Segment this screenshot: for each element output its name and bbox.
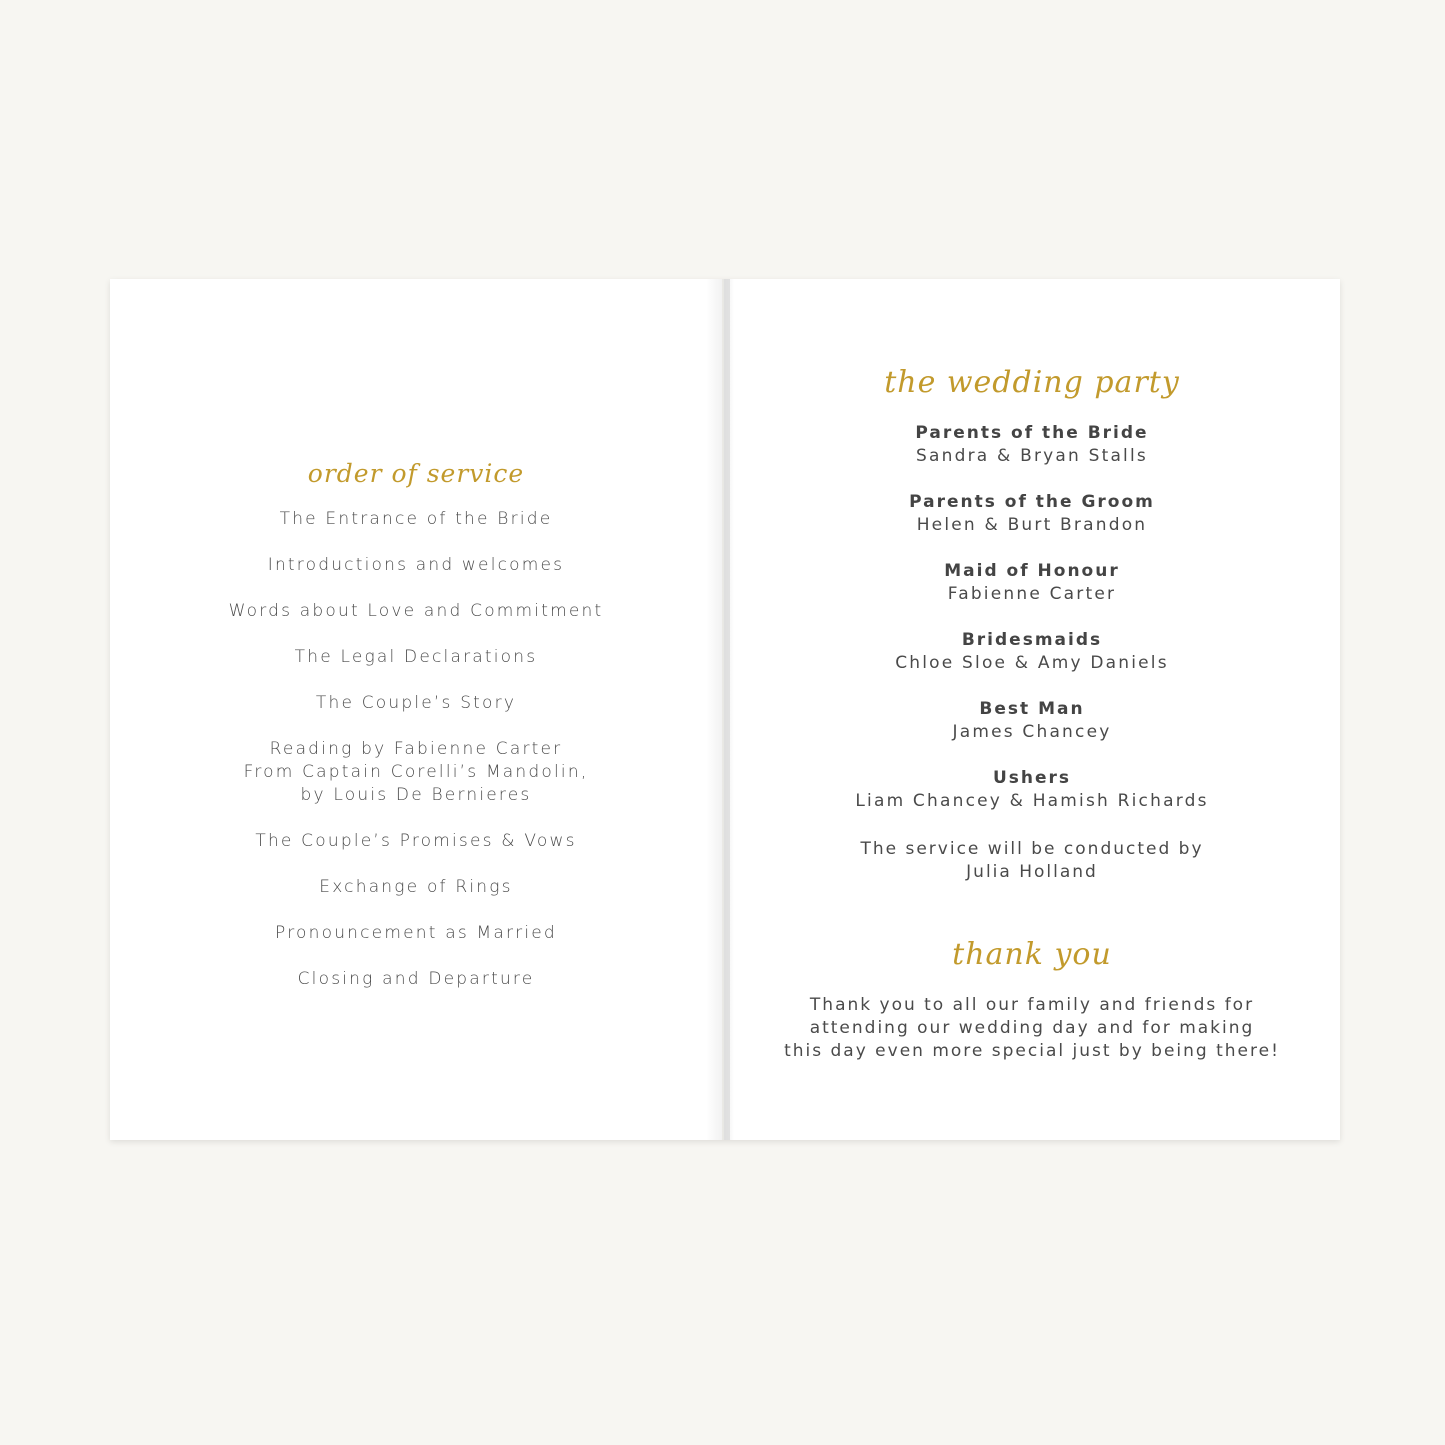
order-of-service-heading: order of service [307,459,525,488]
party-role: Bridesmaids [961,630,1103,650]
service-item-entrance: The Entrance of the Bride [279,509,553,529]
service-item-reading: Reading by Fabienne Carter From Captain Corelli’s Mandolin, by Louis De Bernieres [243,739,589,805]
service-item-couples-story: The Couple’s Story [315,693,517,713]
officiant-name: Julia Holland [966,862,1098,882]
party-group-best-man [724,698,1340,744]
service-item-pronouncement: Pronouncement as Married [275,923,557,943]
officiant-line: The service will be conducted by [860,839,1204,859]
party-names: Liam Chancey & Hamish Richards [855,791,1209,811]
service-item-introductions: Introductions and welcomes [267,555,565,575]
party-names: Fabienne Carter [947,584,1117,604]
booklet-spread [110,279,1340,1140]
party-names: Chloe Sloe & Amy Daniels [895,653,1169,673]
wedding-party-list [724,422,1340,836]
party-role: Parents of the Groom [909,492,1155,512]
service-item-promises-vows: The Couple’s Promises & Vows [255,831,577,851]
party-role: Ushers [992,768,1072,788]
party-role: Best Man [979,699,1085,719]
thank-you-heading: thank you [952,937,1112,972]
thank-you-message: Thank you to all our family and friends for attending our wedding day and for making this day even more special just by being there! [784,995,1280,1061]
order-of-service-list [110,508,722,1014]
party-role: Parents of the Bride [915,423,1149,443]
party-group-parents-groom [724,491,1340,537]
party-group-ushers [724,767,1340,813]
party-names: Helen & Burt Brandon [916,515,1148,535]
right-page [724,279,1340,1140]
party-group-bridesmaids [724,629,1340,675]
service-item-legal-declarations: The Legal Declarations [294,647,538,667]
service-item-words-about-love: Words about Love and Commitment [228,601,604,621]
party-group-maid-of-honour [724,560,1340,606]
party-group-parents-bride [724,422,1340,468]
party-names: Sandra & Bryan Stalls [916,446,1148,466]
service-item-closing: Closing and Departure [297,969,535,989]
left-page [110,279,722,1140]
party-role: Maid of Honour [944,561,1120,581]
party-names: James Chancey [952,722,1112,742]
service-item-exchange-rings: Exchange of Rings [319,877,513,897]
wedding-party-heading: the wedding party [884,365,1180,400]
officiant-note [724,838,1340,884]
